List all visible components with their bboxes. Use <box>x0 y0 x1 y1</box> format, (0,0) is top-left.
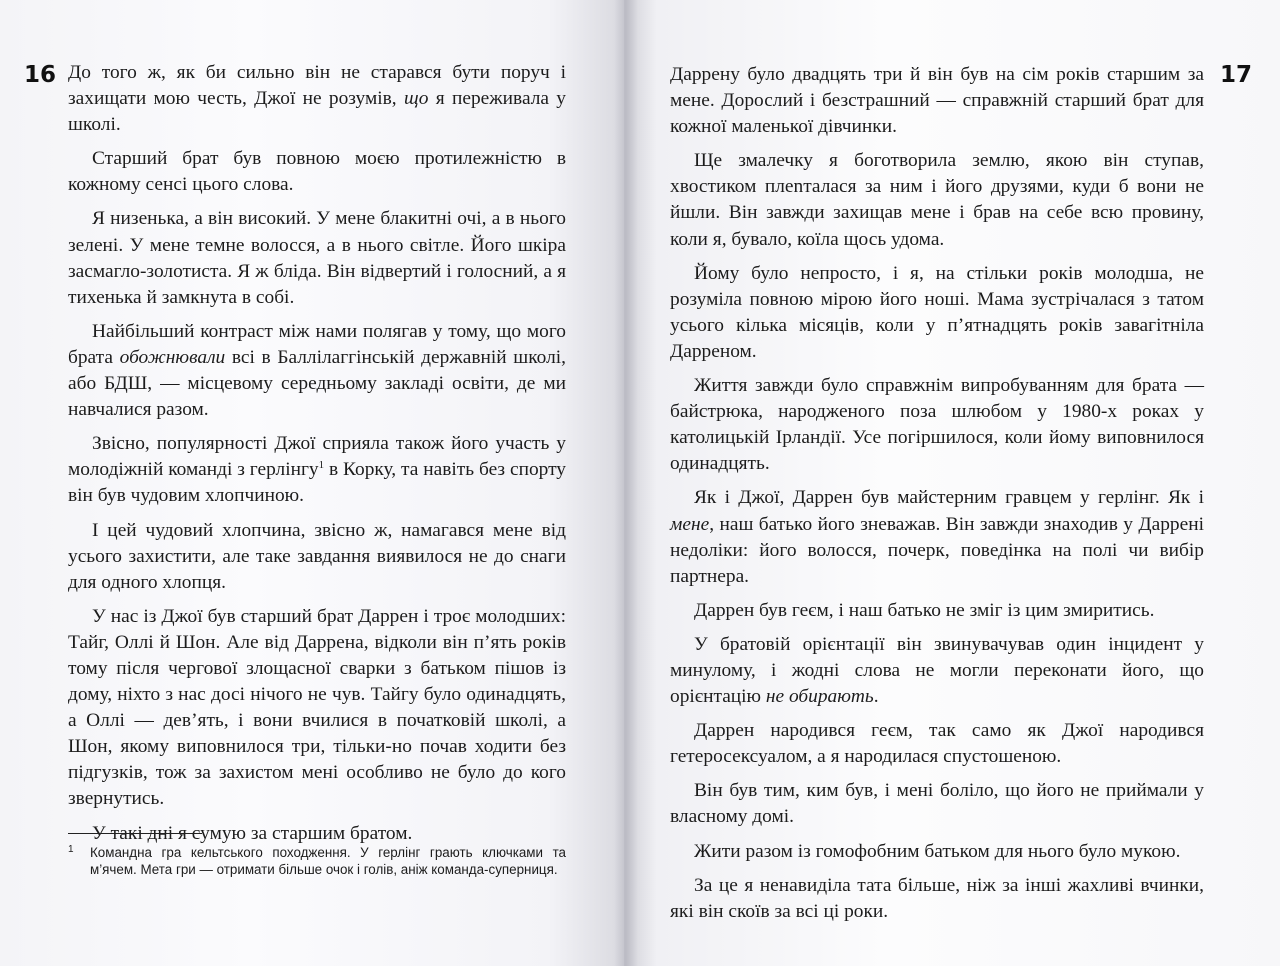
paragraph: Старший брат був повною моєю протилежністю в кожному сенсі цього слова. <box>68 148 566 196</box>
right-page <box>624 0 1280 966</box>
footnote <box>68 844 566 878</box>
right-page-body <box>670 62 1204 925</box>
footnote-mark: 1 <box>68 844 74 855</box>
paragraph: Йому було непросто, і я, на стільки років молодша, не розуміла повною мірою його ноші. Мама зустрічалася з татом усього кілька місяців, коли у п’ятнадцять років завагітніла Дарреном. <box>670 262 1204 362</box>
emphasis: що <box>403 88 429 110</box>
paragraph: Життя завжди було справжнім випробуванням для брата — байстрюка, народженого поза шлюбом у 1980-х роках у католицькій Ірландії. Усе погіршилося, коли йому виповнилося одинадцять. <box>670 375 1204 475</box>
paragraph: За це я ненавиділа тата більше, ніж за інші жахливі вчинки, які він скоїв за всі ці роки. <box>670 874 1204 922</box>
paragraph: До того ж, як би сильно він не старався бути поруч і захищати мою честь, Джої не розумів, що я переживала у школі. <box>68 62 566 136</box>
emphasis: мене <box>670 513 710 535</box>
paragraph: Я низенька, а він високий. У мене блакитні очі, а в нього зелені. У мене темне волосся, а в нього світле. Його шкіра засмагло-золотиста. Я ж бліда. Він відвертий і голосний, а я тихенька й замкнута в собі. <box>68 208 566 308</box>
page-number-right: 17 <box>1220 62 1253 88</box>
paragraph: Даррену було двадцять три й він був на сім років старшим за мене. Дорослий і безстрашний — справжній старший брат для кожної маленької дівчинки. <box>670 64 1204 138</box>
paragraph: Як і Джої, Даррен був майстерним гравцем у герлінг. Як і мене, наш батько його зневажав. Він завжди знаходив у Даррені недоліки: його волосся, почерк, поведінка на полі чи вибір партнера. <box>670 487 1204 587</box>
paragraph: Жити разом із гомофобним батьком для нього було мукою. <box>694 840 1181 862</box>
paragraph: Даррен був геєм, і наш батько не зміг із цим змиритись. <box>694 599 1155 621</box>
paragraph: Він був тим, ким був, і мені боліло, що його не приймали у власному домі. <box>670 780 1204 828</box>
paragraph: У такі дні я сумую за старшим братом. <box>92 822 413 844</box>
paragraph: Найбільший контраст між нами полягав у тому, що мого брата обожнювали всі в Баллілаггінській державній школі, або БДШ, — місцевому середньому закладі освіти, де ми навчалися разом. <box>68 320 566 421</box>
left-page-body <box>68 60 566 847</box>
paragraph: У братовій орієнтації він звинувачував один інцидент у минулому, і жодні слова не могли переконати його, що орієнтацію не обирають. <box>670 633 1204 708</box>
emphasis: обожнювали <box>119 346 226 368</box>
paragraph: Ще змалечку я боготворила землю, якою він ступав, хвостиком плenталася за ним і його друзями, куди б вони не йшли. Він завжди захищав мене і брав на себе всю провину, коли я, бувало, коїла щось удома. <box>670 150 1204 250</box>
footnote-text: Командна гра кельтського походження. У герлінг грають ключками та м’ячем. Мета гри — отримати більше очок і голів, аніж команда-суперниця. <box>90 845 566 877</box>
emphasis: не обирають <box>765 686 874 708</box>
footnote-reference: 1 <box>318 459 325 472</box>
paragraph: Звісно, популярності Джої сприяла також його участь у молодіжній команді з герлінгу$^1$ в Корку, та навіть без спорту він був чудовим хлопчиною. <box>68 433 566 507</box>
paragraph: Даррен народився геєм, так само як Джої народився гетеросексуалом, а я народилася спустошеною. <box>670 720 1204 768</box>
paragraph: І цей чудовий хлопчина, звісно ж, намагався мене від усього захистити, але таке завдання виявилося не до снаги для одного хлопця. <box>68 519 566 593</box>
paragraph: У нас із Джої був старший брат Даррен і троє молодших: Тайг, Оллі й Шон. Але від Даррена, відколи він п’ять років тому після чергової злощасної сварки з батьком пішов із дому, ніхто з нас досі нічого не чув. Тайгу було одинадцять, а Оллі — дев’ять, і вони вчилися в початковій школі, а Шон, якому виповнилося три, тільки-но почав ходити без підгузків, тож за захистом мені особливо не було до кого звернутись. <box>68 605 566 810</box>
left-page <box>0 0 624 966</box>
page-number-left: 16 <box>24 62 57 88</box>
footnote-divider <box>68 833 202 834</box>
